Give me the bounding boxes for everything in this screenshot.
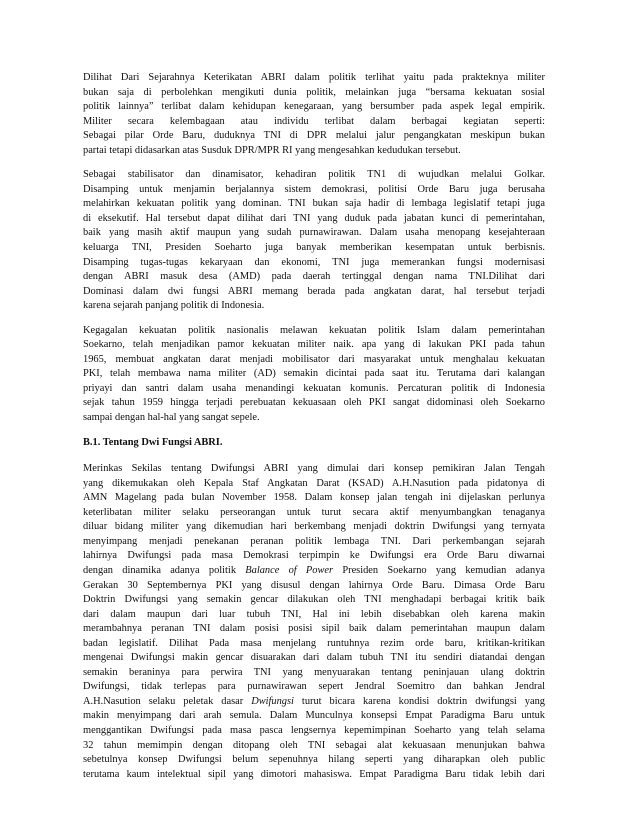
text-line: priyayi dan santri dalam usaha menandingi kekuatan komunis. Percaturan politik di Indonesia	[83, 382, 545, 394]
paragraph	[83, 168, 545, 313]
italic-term: Balance of Power	[245, 564, 334, 576]
document-body	[83, 71, 545, 426]
text-line: Kegagalan kekuatan politik nasionalis melawan kekuatan politik Islam dalam pemerintahan	[83, 324, 545, 336]
text-line: karena sejarah panjang politik di Indonesia.	[83, 300, 265, 312]
text-line: menggantikan Dwifungsi pada masa pasca lengsernya kepemimpinan Soeharto yang telah selama	[83, 724, 545, 736]
text-line: Gerakan 30 Septembernya PKI yang disusul dengan lahirnya Orde Baru. Dimasa Orde Baru	[83, 579, 545, 591]
text-line: dengan dinamika adanya politik Balance of Power Presiden Soekarno yang kemudian adanya	[83, 564, 545, 576]
text-line: partai tetapi didasarkan atas Susduk DPR/MPR RI yang mengesahkan kedudukan tersebut.	[83, 144, 461, 156]
text-line: politik lainnya” terlibat dalam kehidupan kenegaraan, yang bersumber pada aspek legal empirik.	[83, 101, 545, 113]
text-line: keterlibatan militer selaku perseorangan untuk turut secara aktif menyumbangkan tenaganya	[83, 506, 545, 518]
text-line: Dwifungsi, tidak terlepas para purnawirawan sepert Jendral Soemitro dan bahkan Jendral	[83, 681, 545, 693]
text-line: Dilihat Dari Sejarahnya Keterikatan ABRI dalam politik terlihat yaitu pada prakteknya militer	[83, 72, 545, 83]
text-line: keluarga TNI, Presiden Soeharto juga banyak memberikan kesempatan untuk berbisnis.	[83, 242, 545, 254]
text-line: Doktrin Dwifungsi yang semakin gencar dilakukan oleh TNI menghadapi berbagai kritik baik	[83, 594, 545, 606]
section-heading: B.1. Tentang Dwi Fungsi ABRI.	[83, 436, 223, 448]
text-line: dari dalam maupun dari luar tubuh TNI, Hal ini lebih disebabkan oleh karena makin	[83, 608, 545, 620]
paragraph	[83, 324, 545, 426]
text-line: 32 tahun memimpin dengan ditopang oleh TNI sebagai alat kekuasaan menunjukan bahwa	[83, 739, 545, 751]
text-line: terutama kaum intelektual sipil yang dimotori mahasiswa. Empat Paradigma Baru tidak lebih dari	[83, 768, 545, 780]
text-line: mengenai Dwifungsi makin gencar disuarakan dari dalam tubuh TNI itu sendiri diatandai dengan	[83, 652, 545, 664]
text-line: menyimpang menjadi penekanan peranan politik lembaga TNI. Dari perkembangan sejarah	[83, 535, 545, 547]
text-line: Merinkas Sekilas tentang Dwifungsi ABRI yang dimulai dari konsep pemikiran Jalan Tengah	[83, 463, 545, 475]
text-line: yang dikemukakan oleh Kepala Staf Angkatan Darat (KSAD) A.H.Nasution pada pidatonya di	[83, 477, 545, 489]
text-line: dengan ABRI masuk desa (AMD) pada daerah tertinggal dengan nama TNI.Dilihat dari	[83, 271, 545, 283]
text-line: sejak tahun 1959 hingga terjadi perebuatan kekuasaan oleh PKI sangat didominasi oleh Soekarno	[83, 397, 545, 409]
paragraph	[83, 71, 545, 158]
text-line: Disamping tugas-tugas kekaryaan dan ekonomi, TNI juga memerankan fungsi modernisasi	[83, 256, 545, 268]
text-line: bukan saja di perbolehkan mengikuti dunia politik, melainkan juga “bersama kekuatan sosial	[83, 86, 545, 98]
text-line: sebetulnya konsep Dwifungsi belum sepenuhnya hilang seperti yang diharapkan oleh public	[83, 754, 545, 766]
text-line: badan legislatif. Dilihat Pada masa menjelang runtuhnya rezim orde baru, kritikan-kritikan	[83, 637, 545, 649]
text-line: baik yang masih aktif maupun yang sudah purnawirawan. Dalam usaha menopang kesejahteraan	[83, 227, 545, 239]
text-line: melahirkan kekuatan politik yang dominan. TNI bukan saja hadir di lembaga legislatif tetapi juga	[83, 198, 545, 210]
text-line: A.H.Nasution selaku peletak dasar Dwifungsi turut bicara karena kondisi doktrin dwifungsi yang	[83, 695, 545, 707]
italic-term: Dwifungsi	[251, 695, 294, 707]
text-line: 1965, membuat angkatan darat menjadi mobilisator dari masyarakat untuk menghalau kekuatan	[83, 353, 545, 365]
document-page	[83, 71, 545, 782]
text-line: Militer secara kelembagaan atau individu terlibat dalam berbagai kegiatan seperti:	[83, 115, 545, 127]
text-line: sampai dengan hal-hal yang sangat sepele.	[83, 412, 260, 424]
text-line: makin menyimpang dari arah semula. Dalam Munculnya konsepsi Empat Paradigma Baru untuk	[83, 710, 545, 722]
text-line: Dominasi dalam dwi fungsi ABRI memang berada pada angkatan darat, hal tersebut terjadi	[83, 285, 545, 297]
text-line: di eksekutif. Hal tersebut dapat dilihat dari TNI yang duduk pada jabatan kunci di pemerintahan,	[83, 212, 545, 224]
text-line: Disamping untuk menjamin berjalannya sistem demokrasi, politisi Orde Baru juga berusaha	[83, 183, 545, 195]
text-line: Sebagai stabilisator dan dinamisator, kehadiran politik TN1 di wujudkan melalui Golkar.	[83, 169, 545, 181]
text-line: diluar bidang militer yang dikemudian hari berkembang menjadi doktrin Dwifungsi yang ternyata	[83, 521, 545, 533]
text-line: Soekarno, telah menjadikan pamor kekuatan militer naik. apa yang di lakukan PKI pada tahun	[83, 339, 545, 351]
final-paragraph	[83, 462, 545, 782]
text-line: AMN Magelang pada bulan November 1958. Dalam konsep jalan tengah ini dijelaskan perlunya	[83, 492, 545, 504]
text-line: Sebagai pilar Orde Baru, duduknya TNI di DPR melalui jalur pengangkatan meskipun bukan	[83, 130, 545, 142]
text-line: PKI, telah membawa nama militer (AD) semakin dicintai pada saat itu. Terutama dari kalangan	[83, 368, 545, 380]
text-line: merambahnya peranan TNI dalam posisi posisi sipil baik dalam pemerintahan maupun dalam	[83, 623, 545, 635]
text-line: lahirnya Dwifungsi pada masa Demokrasi terpimpin ke Dwifungsi era Orde Baru diwarnai	[83, 550, 545, 562]
text-line: semakin beraninya para perwira TNI yang menyuarakan tentang peninjauan ulang doktrin	[83, 666, 545, 678]
